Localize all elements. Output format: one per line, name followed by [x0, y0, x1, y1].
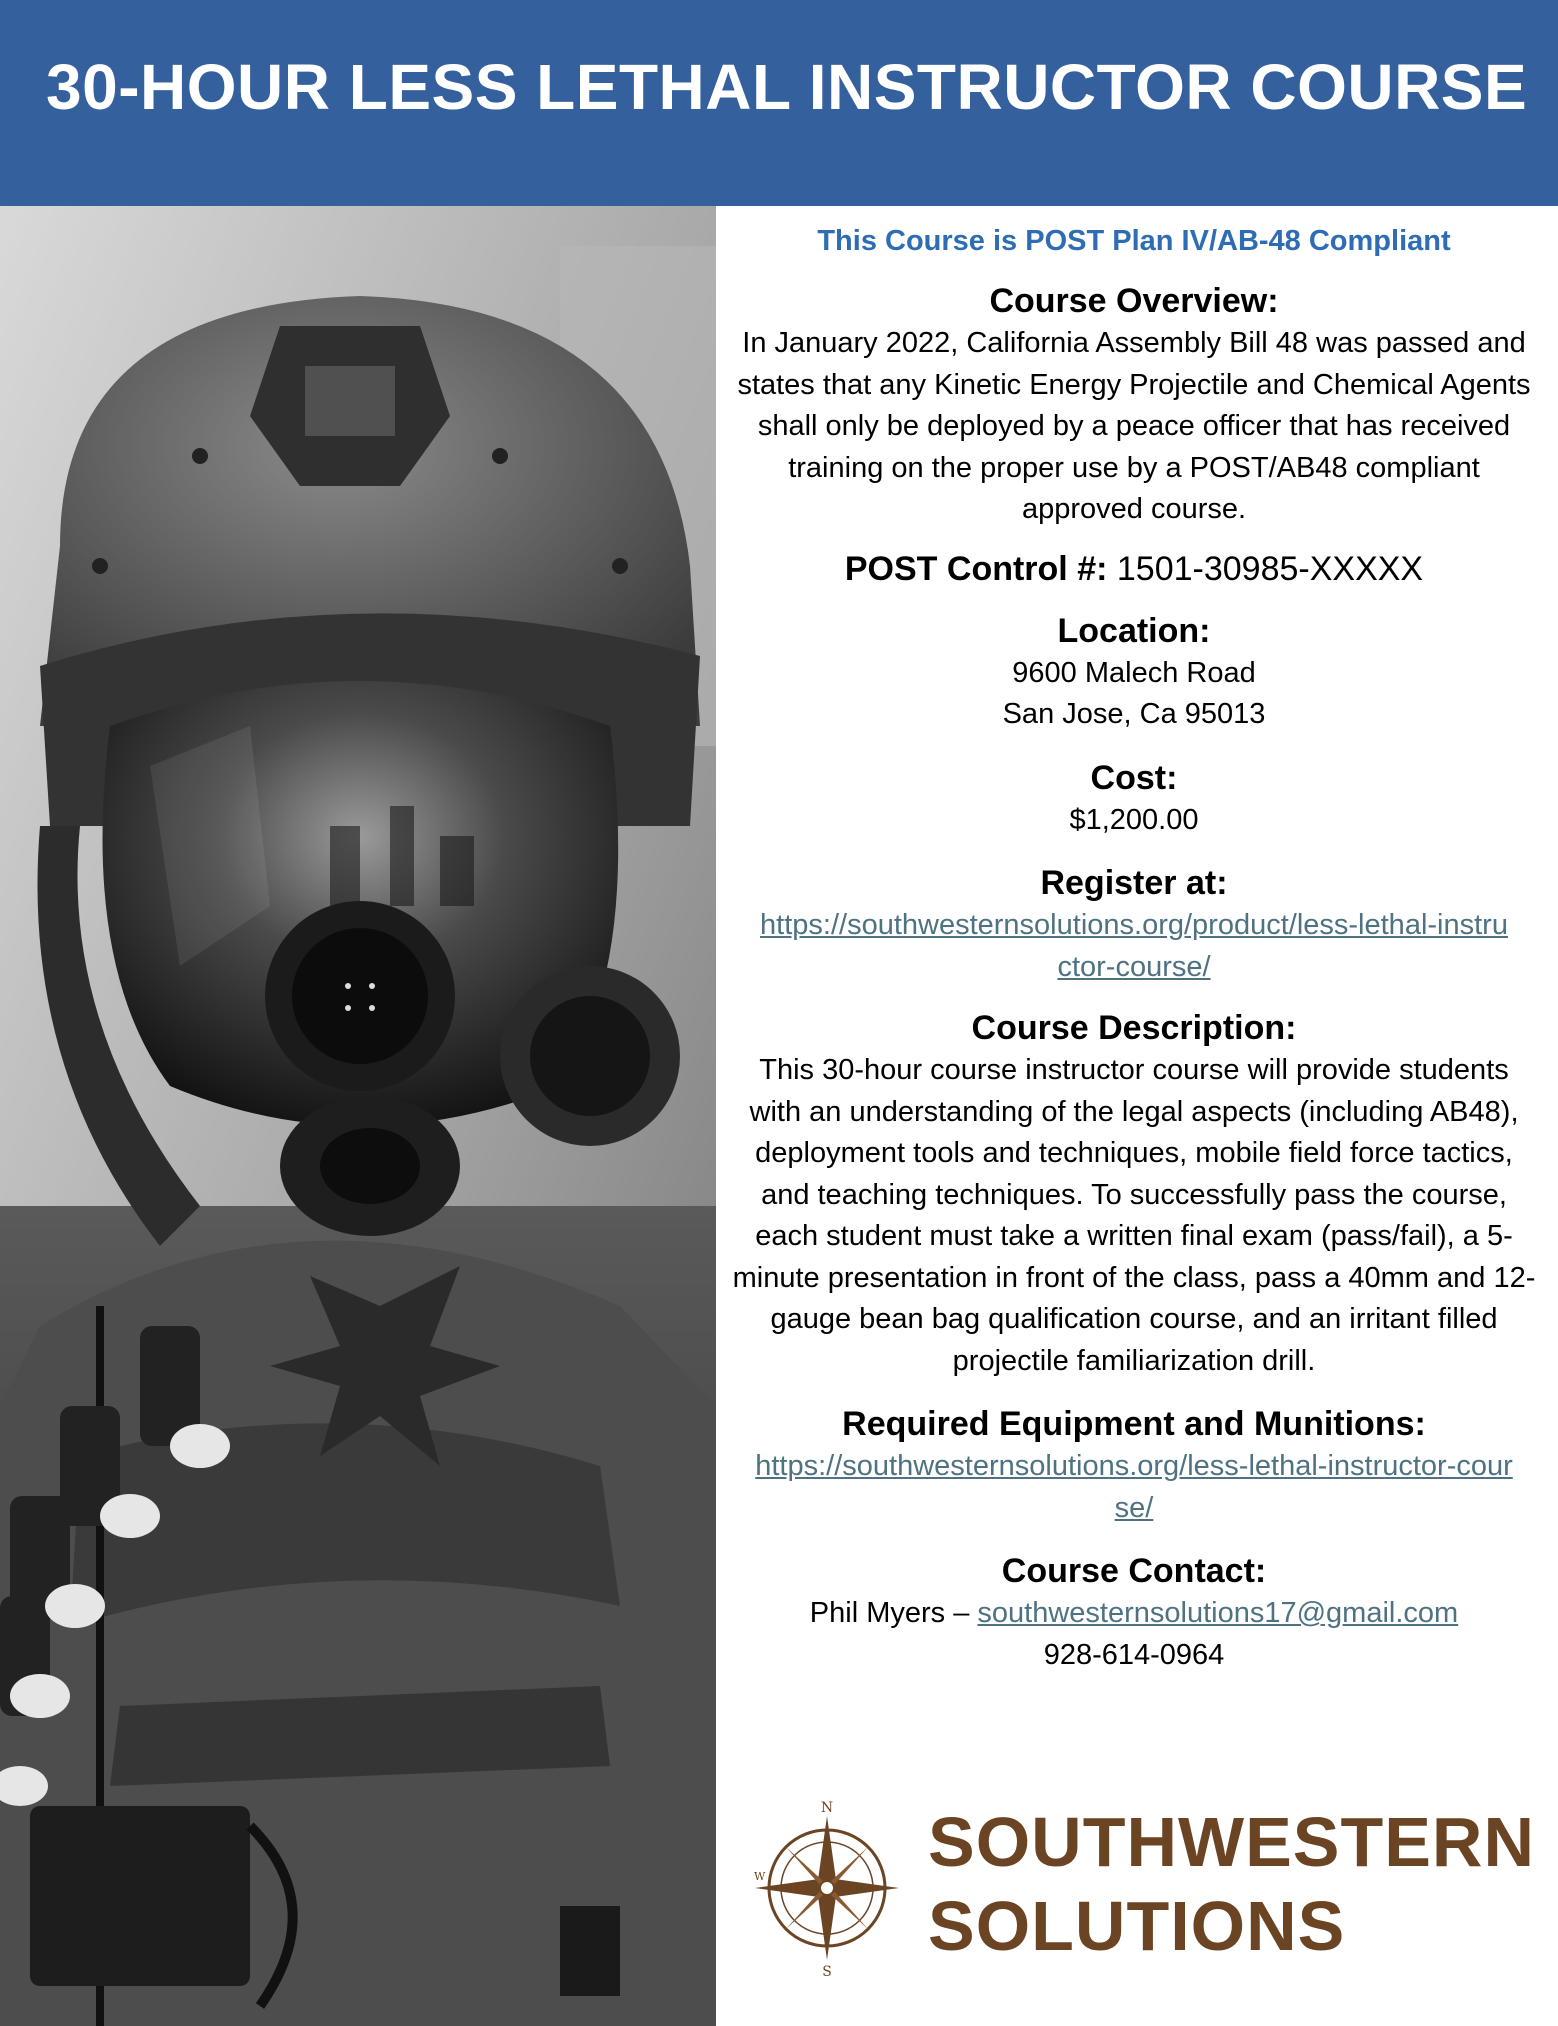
- contact-heading: Course Contact:: [1001, 1552, 1267, 1590]
- equipment-heading: Required Equipment and Munitions:: [842, 1405, 1426, 1443]
- post-control-label: POST Control #:: [844, 549, 1108, 588]
- compass-n-label: N: [820, 1800, 834, 1816]
- post-control-value: 1501-30985-XXXXX: [1116, 549, 1424, 588]
- location-section: [726, 609, 1542, 736]
- register-heading: Register at:: [1040, 864, 1228, 902]
- logo-text-line2: SOLUTIONS: [928, 1887, 1346, 1965]
- contact-email-link[interactable]: southwesternsolutions17@gmail.com: [977, 1597, 1459, 1629]
- contact-name: Phil Myers –: [809, 1597, 978, 1629]
- officer-gas-mask-photo: [0, 206, 716, 2026]
- overview-heading: Course Overview:: [989, 282, 1279, 320]
- compliance-note: This Course is POST Plan IV/AB-48 Compliant: [817, 225, 1451, 257]
- location-line1: 9600 Malech Road: [1012, 656, 1256, 689]
- equipment-section: [726, 1402, 1542, 1529]
- page-title: 30-HOUR LESS LETHAL INSTRUCTOR COURSE: [46, 51, 1528, 123]
- southwestern-solutions-logo: [752, 1798, 1535, 1978]
- cost-value: $1,200.00: [1069, 803, 1199, 836]
- location-heading: Location:: [1057, 611, 1211, 650]
- logo-text-line1: SOUTHWESTERN: [928, 1803, 1535, 1881]
- location-line2: San Jose, Ca 95013: [1002, 698, 1266, 730]
- description-heading: Course Description:: [971, 1009, 1297, 1047]
- cost-heading: Cost:: [1090, 758, 1178, 797]
- contact-section: [726, 1549, 1542, 1676]
- course-info: [726, 206, 1542, 1806]
- overview-section: [726, 279, 1542, 531]
- overview-text: In January 2022, California Assembly Bill 48 was passed and states that any Kinetic Energy Projectile and Chemical Agents shall only be deployed by a peace officer that has received training on the proper use by a POST/AB48 compliant approved course.: [737, 327, 1531, 525]
- register-section: [726, 861, 1542, 988]
- compass-s-label: S: [822, 1964, 832, 1978]
- post-control: [726, 547, 1542, 591]
- description-section: [726, 1006, 1542, 1382]
- compass-w-label: W: [754, 1870, 766, 1883]
- cost-section: [726, 756, 1542, 842]
- contact-phone: 928-614-0964: [1043, 1638, 1225, 1671]
- description-text: This 30-hour course instructor course will provide students with an understanding of the legal aspects (including AB48), deployment tools and techniques, mobile field force tactics, and teaching techniques. To successfully pass the course, each student must take a written final exam (pass/fail), a 5-minute presentation in front of the class, pass a 40mm and 12-gauge bean bag qualification course, and an irritant filled projectile familiarization drill.: [732, 1054, 1536, 1377]
- contact-line: [726, 1593, 1542, 1635]
- header-banner: [0, 0, 1558, 206]
- register-link[interactable]: https://southwesternsolutions.org/product/less-lethal-instructor-course/: [760, 909, 1508, 983]
- equipment-link[interactable]: https://southwesternsolutions.org/less-lethal-instructor-course/: [755, 1450, 1513, 1524]
- compass-rose-icon: [752, 1798, 902, 1978]
